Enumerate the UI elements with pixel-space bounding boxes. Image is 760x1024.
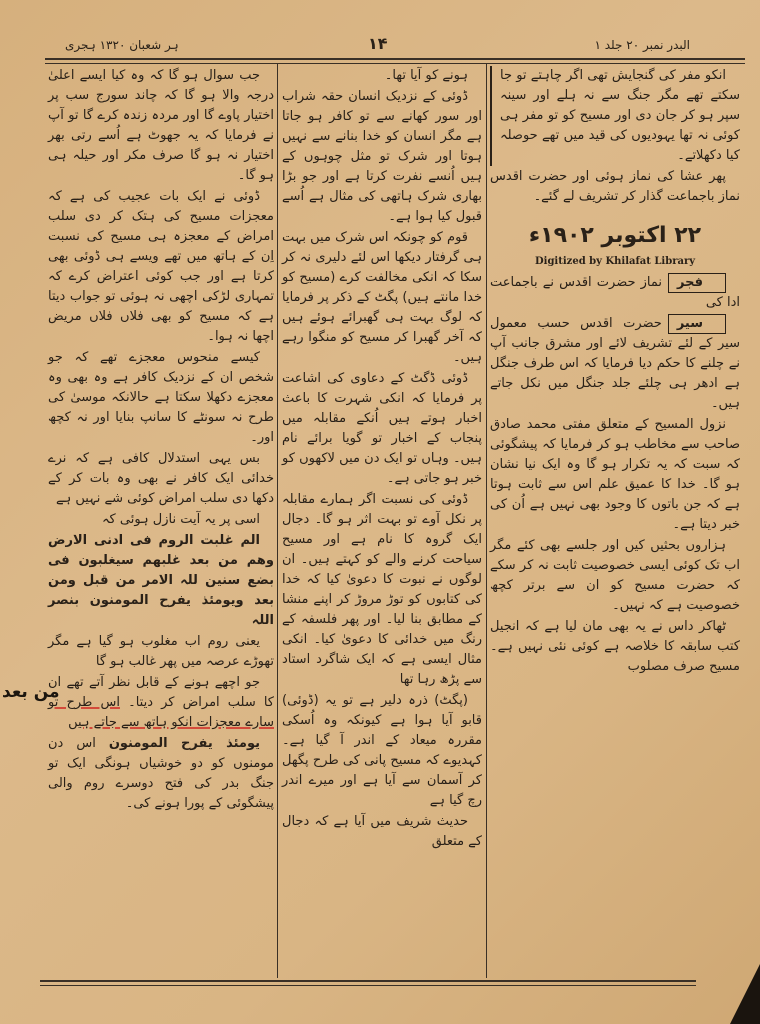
quran-verse: الم غلبت الروم فی ادنی الارض وھم من بعد غلبھم سیغلبون فی بضع سنین للہ الامر من قبل ومن بعد ویومئذ یفرح المومنون بنصر اللہ [48, 533, 274, 628]
column-divider [486, 64, 487, 978]
paragraph: ڈوئی نے ایک بات عجیب کی ہے کہ معجزات مسیح کی ہتک کر دی سلب امراض کے معجزہ ہی مسیح کی نسبت اِن کے ہاتھ میں تھے ویسے ہی ڈوئی بھی کرتا ہے اور جب کوئی اعتراض کرے کہ تمہاری لڑکی اچھی نہ ہوئی تو جواب دیتا ہے کہ مسیح کو بھی فلاں فلاں مریض اچھا نہ ہوا۔ [48, 189, 274, 344]
paragraph: حدیث شریف میں آیا ہے کہ دجال کے متعلق [282, 814, 482, 849]
column-right [490, 66, 740, 678]
header-issue: البدر نمبر ۲۰ جلد ۱ [594, 38, 690, 52]
paragraph: جب سوال ہو گا کہ وہ کیا ایسے اعلیٰ درجہ والا ہو گا کہ چاند سورج سب پر اختیار پاوے گا اور مردہ زندہ کرے گا تو آپ نے فرمایا کہ یہ جھوٹ ہے اُسے رتی بھر اختیار نہ ہو گا صرف مکر اور حیلہ ہی ہو گا۔ [48, 68, 274, 183]
boxed-paragraph: انکو مفر کی گنجایش تھی اگر چاہتے تو جا سکتے تھے مگر جنگ سے نہ ہلے اور سینہ سپر ہو کر جان دی اور مسیح کو تو مفر ہی کوئی نہ تھا یہودیوں کی قید میں تھے حوصلہ کیا دکھلاتے۔ [490, 66, 740, 166]
fajr-entry [490, 273, 740, 313]
paragraph: ٹھاکر داس نے یہ بھی مان لیا ہے کہ انجیل کتب سابقہ کا خلاصہ ہے کوئی نئی نہیں ہے۔ مسیح صرف مصلوب [490, 619, 740, 674]
paragraph-text: جو اچھے ہونے کے قابل نظر آتے تھے ان کا سلب امراض کر دیتا۔ [48, 675, 274, 710]
verse-fragment: یومئذ یفرح المومنون [108, 736, 260, 751]
sair-entry [490, 314, 740, 414]
paragraph: ڈوئی ڈگٹ کے دعاوی کی اشاعت پر فرمایا کہ انکی شہرت کا باعث اخبار ہوتے ہیں اُنکے مقابلہ میں پنجاب کے اخبار تو گویا برائے نام ہیں۔ وہاں تو ایک دن میں لاکھوں کو خبر ہو جاتی ہے۔ [282, 371, 482, 486]
paragraph: ہونے کو آیا تھا۔ [384, 68, 468, 83]
paragraph: یعنی روم اب مغلوب ہو گیا ہے مگر تھوڑے عرصہ میں پھر غالب ہو گا [48, 634, 274, 669]
paragraph: نزول المسیح کے متعلق مفتی محمد صادق صاحب سے مخاطب ہو کر فرمایا کہ پیشگوئی کہ سبت کہ یہ تکرار ہو گا وہ ایک نیا نشان ہو گا۔ خدا کا عمیق علم اس سے ثابت ہوتا ہے کہ جن باتوں کا وجود بھی نہیں ہے اُن کی خبر دیتا ہے۔ [490, 417, 740, 532]
fajr-text: نماز حضرت اقدس نے باجماعت ادا کی [490, 275, 740, 310]
page-number: ۱۴ [368, 34, 388, 53]
paragraph [48, 734, 274, 814]
side-label-fajr: فجر [668, 273, 726, 293]
column-divider [277, 64, 278, 978]
paragraph: کیسے منحوس معجزے تھے کہ جو شخص ان کے نزدیک کافر ہے وہ بھی وہ معجزے دکھلا سکتا ہے حالانکہ موسیٰ کی طرح نہ سونٹے کا سانپ بنایا اور نہ کچھ اور۔ [48, 350, 274, 445]
paragraph: ڈوئی کی نسبت اگر ہمارے مقابلہ پر نکل آوے تو بہت اثر ہو گا۔ دجال ایک گروہ کا نام ہے اور مسیح سیاحت کرنے والے کو کہتے ہیں۔ ان لوگوں نے نبوت کا دعویٰ کیا کہ خدا کی کتابوں کو توڑ مروڑ کر اپنے منشا کے مطابق بنا لیا۔ اور پھر فلسفہ کے رنگ میں خدائی کا دعویٰ کیا۔ انکی مثال ایسی ہے کہ ایک شاگرد استاد سے پڑھ رہا تھا [282, 492, 482, 687]
paragraph: بس یہی استدلال کافی ہے کہ نرے خدائی ایک کافر نے بھی وہ بات کر کے دکھا دی سلب امراض کوئی شے نہیں ہے [48, 451, 274, 506]
paragraph: ڈوئی کے نزدیک انسان حقہ شراب اور سور کھانے سے تو کافر ہو جاتا ہے مگر انسان کو خدا بنانے سے نہیں ہوتا اور شرک تو مثل چوہوں کے ہیں اُنسے نفرت کرتا ہے اور جو بڑا بھاری شرک ہاتھی کی مثال ہے اُسے قبول کیا ہوا ہے۔ [282, 89, 482, 224]
column-middle [282, 66, 482, 853]
column-left [48, 66, 274, 815]
date-heading: ۲۲ اکتوبر ۱۹۰۲ء [528, 223, 702, 248]
red-underlined-text: اس طرح تو سارے معجزات انکو ہاتھ سے جاتے ہیں [48, 695, 274, 730]
bottom-rule-middle [277, 980, 486, 986]
paragraph: پھر عشا کی نماز ہوئی اور حضرت اقدس نماز باجماعت گذار کر تشریف لے گئے۔ [490, 169, 740, 204]
side-label-sair: سیر [668, 314, 726, 334]
sair-text: حضرت اقدس حسب معمول سیر کے لئے تشریف لائے اور مشرق جانب آپ نے چلنے کا حکم دیا فرمایا کہ اس طرف جنگل ہے ادھر ہی چلئے جلد جنگل میں نکل جاتے ہیں۔ [490, 316, 740, 411]
watermark: Digitized by Khilafat Library [534, 256, 696, 267]
paragraph: قوم کو چونکہ اس شرک میں بہت ہی گرفتار دیکھا اس لئے دلیری نہ کر سکا کہ انکی مخالفت کرے (مسیح کو خدا مانتے ہیں) پگٹ کے ذکر پر فرمایا کہ لوگ بہت ہی گھبرائے ہوئے ہیں کہ آخر گھبرا کر مسیح کو منگوا رہے ہیں۔ [282, 230, 482, 365]
paragraph-underlined [48, 673, 274, 733]
bottom-rule-left [40, 980, 277, 986]
paragraph: (پگٹ) ذرہ دلیر ہے تو یہ (ڈوئی) قابو آیا ہوا ہے کیونکہ وہ اُسکی مقررہ میعاد کے اندر آ گیا ہے۔ کہدیوے کہ مسیح پانی کی طرح پگھل کر آسمان سے آیا ہے اور میرے اندر رچ گیا ہے [282, 693, 482, 808]
header-date: ہر شعبان ۱۳۲۰ ہجری [65, 38, 179, 52]
handwritten-margin-note: من بعد [2, 682, 60, 702]
header-rule [45, 58, 745, 64]
bottom-rule-right [486, 980, 696, 986]
verse-intro: اسی پر یہ آیت نازل ہوئی کہ [101, 512, 260, 527]
scan-corner-shadow [730, 964, 760, 1024]
paragraph-text: اس دن مومنوں کو دو خوشیاں ہونگی ایک تو جنگ بدر کی فتح دوسرے روم والی پیشگوئی کے پورا ہونے کی۔ [48, 736, 274, 811]
paragraph: ہزاروں بحثیں کیں اور جلسے بھی کئے مگر اب تک کوئی ایسی خصوصیت ثابت نہ کر سکے کہ حضرت مسیح کو ان سے برتر کچھ خصوصیت ہے کہ نہیں۔ [490, 538, 740, 613]
